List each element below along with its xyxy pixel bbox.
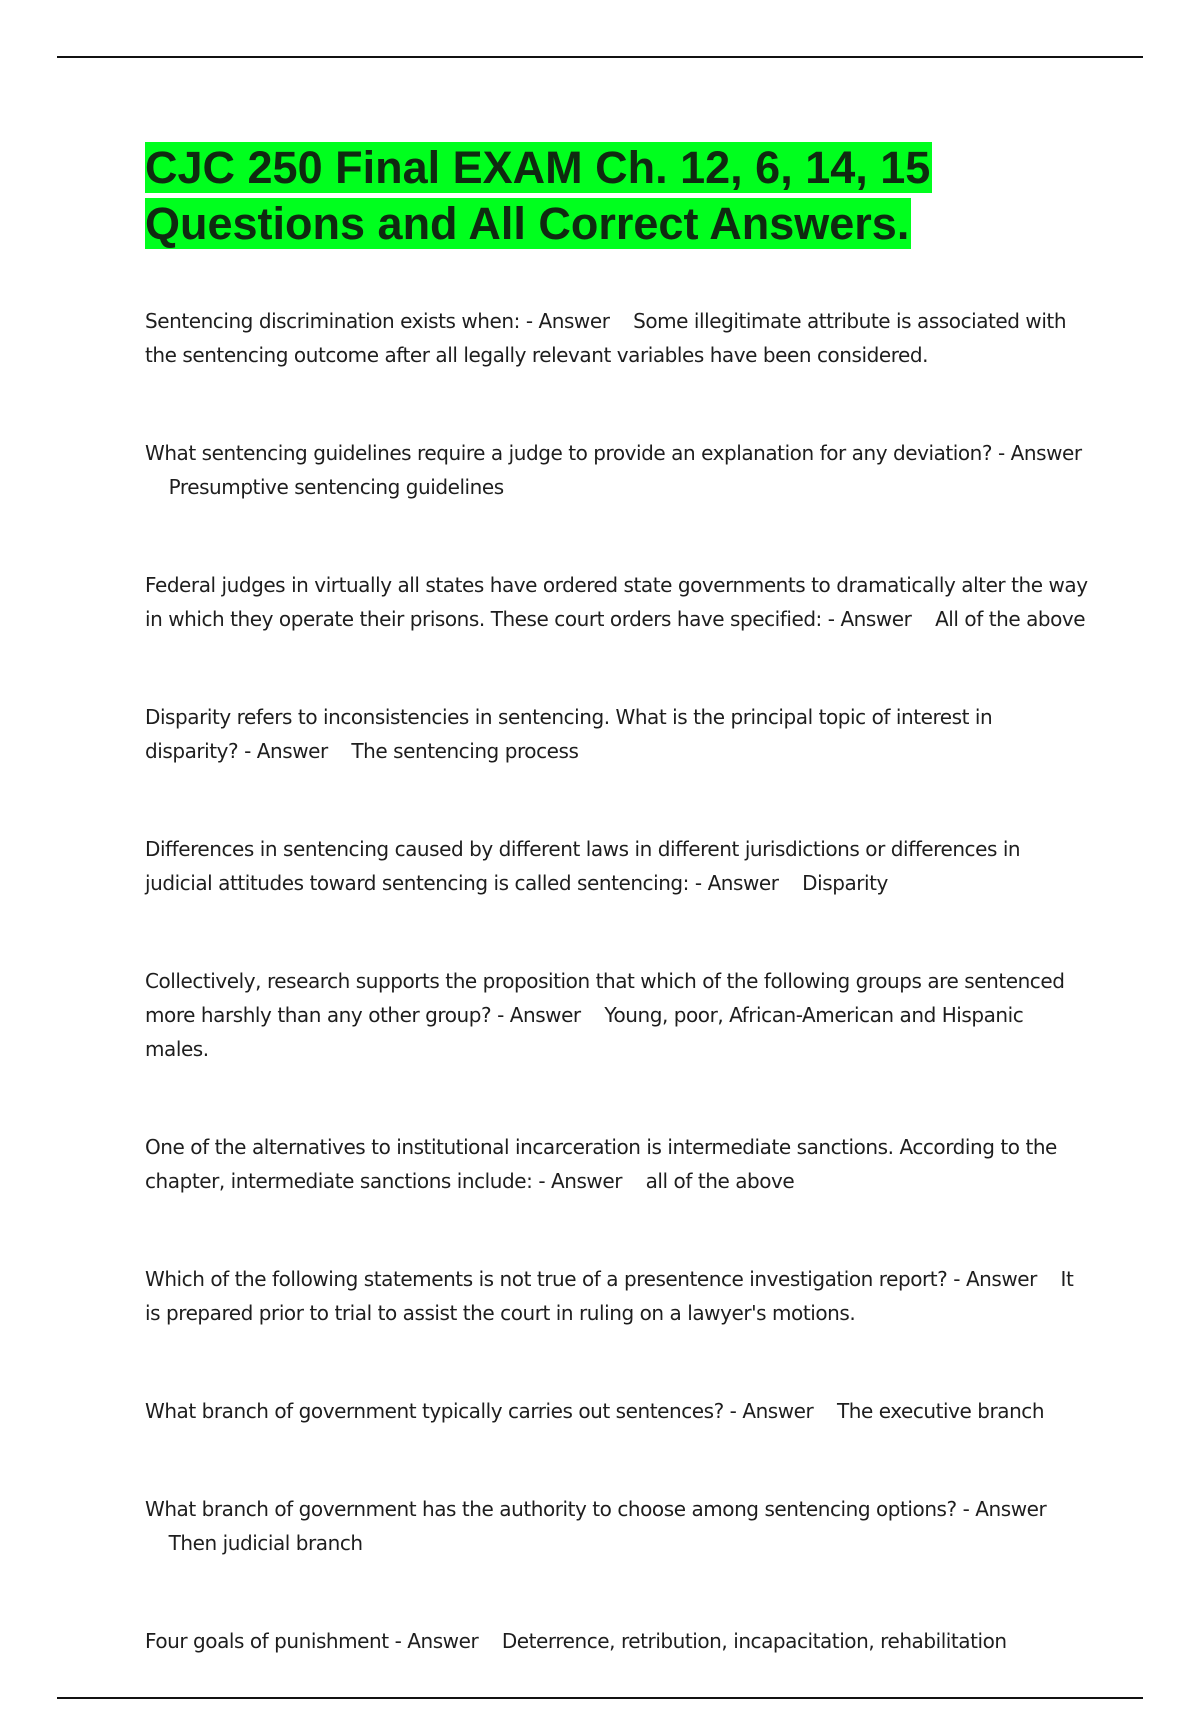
page-bottom-rule — [57, 1697, 1143, 1699]
qa-item — [145, 436, 1090, 504]
answer-label: - Answer — [525, 309, 610, 333]
answer-label: - Answer — [694, 871, 779, 895]
question-text: Disparity refers to inconsistencies in sentencing. What is the principal topic of interest in disparity? — [145, 705, 993, 763]
qa-item — [145, 964, 1090, 1066]
document-title — [145, 140, 1090, 252]
answer-label: - Answer — [997, 441, 1082, 465]
qa-item — [145, 568, 1090, 636]
answer-text: Disparity — [802, 871, 888, 895]
answer-label: - Answer — [244, 739, 328, 763]
question-text: What branch of government has the authority to choose among sentencing options? — [145, 1497, 957, 1521]
document-page — [145, 140, 1090, 1722]
qa-item — [145, 1492, 1090, 1560]
question-text: One of the alternatives to institutional incarceration is intermediate sanctions. According to the chapter, intermediate sanctions include: — [145, 1135, 1057, 1193]
qa-item — [145, 832, 1090, 900]
answer-text: The sentencing process — [351, 739, 579, 763]
qa-item — [145, 1130, 1090, 1198]
answer-label: - Answer — [497, 1003, 581, 1027]
qa-item — [145, 700, 1090, 768]
answer-text: Some illegitimate attribute is associated with the sentencing outcome after all legally relevant variables have been considered. — [145, 309, 1067, 367]
question-text: What sentencing guidelines require a judge to provide an explanation for any deviation? — [145, 441, 993, 465]
answer-text: It is prepared prior to trial to assist the court in ruling on a lawyer's motions. — [145, 1267, 1074, 1325]
answer-label: - Answer — [729, 1399, 814, 1423]
answer-text: Deterrence, retribution, incapacitation, rehabilitation — [501, 1629, 1007, 1653]
answer-text: all of the above — [645, 1169, 795, 1193]
question-text: Which of the following statements is not true of a presentence investigation report? — [145, 1267, 948, 1291]
answer-label: - Answer — [394, 1629, 479, 1653]
answer-text: Presumptive sentencing guidelines — [168, 475, 504, 499]
answer-text: Young, poor, African-American and Hispanic males. — [145, 1003, 1024, 1061]
answer-text: All of the above — [935, 607, 1086, 631]
question-text: What branch of government typically carries out sentences? — [145, 1399, 724, 1423]
answer-label: - Answer — [538, 1169, 622, 1193]
qa-list — [145, 304, 1090, 1658]
question-text: Collectively, research supports the proposition that which of the following groups are sentenced more harshly than any other group? — [145, 969, 1065, 1027]
answer-label: - Answer — [953, 1267, 1037, 1291]
page-top-rule — [57, 56, 1143, 58]
title-highlight: CJC 250 Final EXAM Ch. 12, 6, 14, 15 Questions and All Correct Answers. — [145, 142, 931, 249]
answer-label: - Answer — [962, 1497, 1047, 1521]
question-text: Sentencing discrimination exists when: — [145, 309, 520, 333]
question-text: Differences in sentencing caused by different laws in different jurisdictions or differences in judicial attitudes toward sentencing is called sentencing: — [145, 837, 1021, 895]
qa-item — [145, 304, 1090, 372]
question-text: Federal judges in virtually all states have ordered state governments to dramatically alter the way in which they operate their prisons. These court orders have specified: — [145, 573, 1088, 631]
answer-label: - Answer — [827, 607, 912, 631]
qa-item — [145, 1394, 1090, 1428]
qa-item — [145, 1262, 1090, 1330]
answer-text: The executive branch — [836, 1399, 1045, 1423]
qa-item — [145, 1624, 1090, 1658]
question-text: Four goals of punishment — [145, 1629, 389, 1653]
answer-text: Then judicial branch — [168, 1531, 363, 1555]
